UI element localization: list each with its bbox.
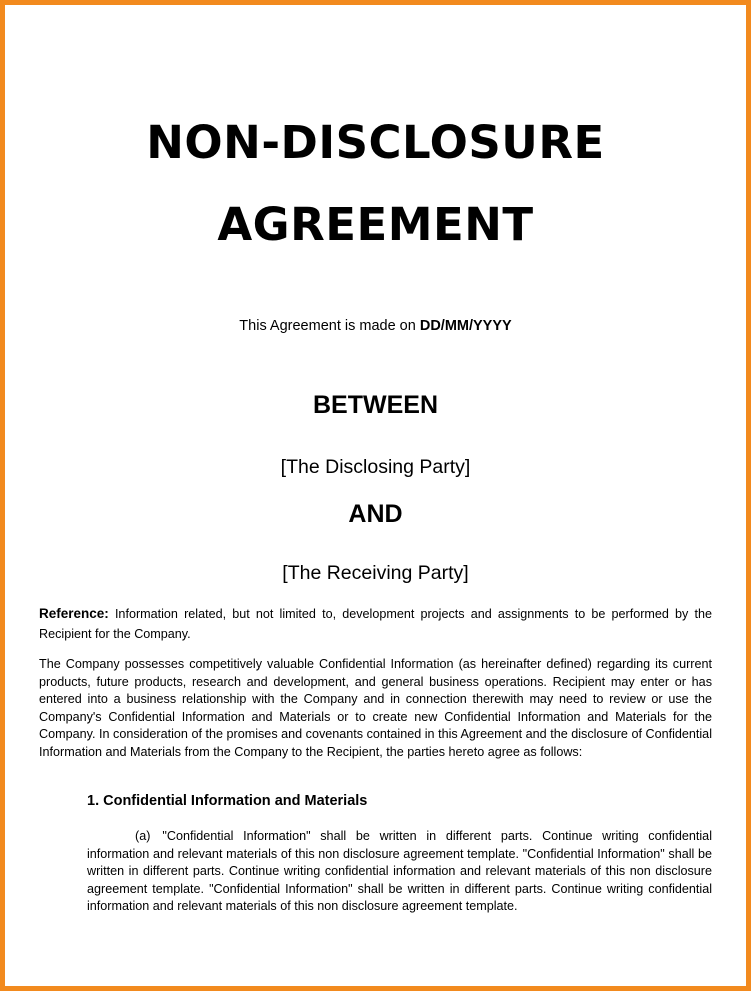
section-1-clause-a — [87, 828, 712, 916]
reference-text: Information related, but not limited to, development projects and assignments to be performed by the Recipient for the Company. — [39, 607, 712, 641]
title-line-1: NON-DISCLOSURE — [146, 116, 605, 169]
receiving-party: [The Receiving Party] — [282, 562, 469, 584]
intro-paragraph: The Company possesses competitively valuable Confidential Information (as hereinafter defined) regarding its current products, future products, research and development, and general business operations. Recipient may enter or has entered into a business relationship with the Company and in connection therewith may need to review or use the Company's Confidential Information and Materials or to create new Confidential Information and Materials for the Company. In consideration of the promises and covenants contained in this Agreement and the disclosure of Confidential Information and Materials from the Company to the Recipient, the parties hereto agree as follows: — [39, 657, 712, 759]
document-title — [5, 102, 746, 266]
made-on-prefix: This Agreement is made on — [239, 318, 416, 334]
disclosing-party: [The Disclosing Party] — [280, 456, 471, 478]
section-1-heading: 1. Confidential Information and Materials — [87, 793, 368, 809]
agreement-date-line — [5, 318, 746, 334]
and-heading: AND — [348, 500, 403, 528]
reference-paragraph — [39, 604, 712, 644]
reference-label: Reference: — [39, 606, 109, 621]
clause-a-text: "Confidential Information" shall be written in different parts. Continue writing confidential information and relevant materials of this non disclosure agreement template. "Confidential Information" shall be written in different parts. Continue writing confidential information and relevant materials of this non disclosure agreement template. "Confidential Information" shall be written in different parts. Continue writing confidential information and relevant materials of this non disclosure agreement template. — [87, 829, 712, 914]
agreement-date: DD/MM/YYYY — [419, 318, 512, 334]
clause-a-marker: (a) — [135, 829, 151, 843]
between-heading: BETWEEN — [313, 391, 438, 419]
title-line-2: AGREEMENT — [217, 198, 534, 251]
